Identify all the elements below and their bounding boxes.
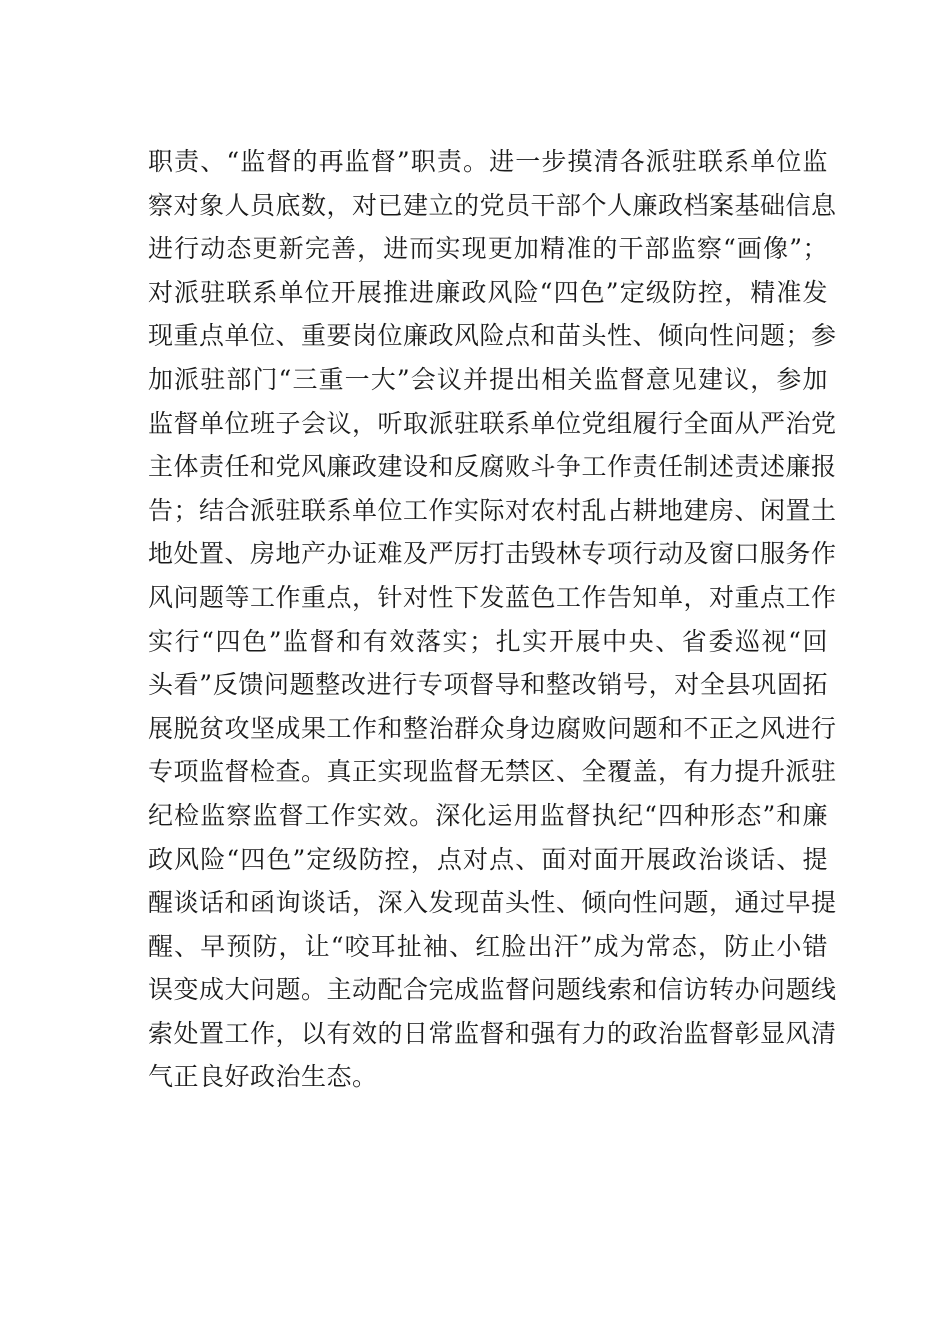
paragraph-line: 告；结合派驻联系单位工作实际对农村乱占耕地建房、闲置土 [148, 495, 837, 525]
paragraph-line: 专项监督检查。真正实现监督无禁区、全覆盖，有力提升派驻 [148, 757, 837, 787]
paragraph-line: 实行“四色”监督和有效落实；扎实开展中央、省委巡视“回 [148, 626, 828, 656]
paragraph-line: 展脱贫攻坚成果工作和整治群众身边腐败问题和不正之风进行 [148, 713, 837, 743]
paragraph-line: 政风险“四色”定级防控，点对点、面对面开展政治谈话、提 [148, 844, 828, 874]
paragraph-line: 察对象人员底数，对已建立的党员干部个人廉政档案基础信息 [148, 190, 837, 220]
paragraph-line: 头看”反馈问题整改进行专项督导和整改销号，对全县巩固拓 [148, 670, 828, 700]
paragraph-line: 职责、“监督的再监督”职责。进一步摸清各派驻联系单位监 [148, 147, 828, 176]
paragraph-line: 误变成大问题。主动配合完成监督问题线索和信访转办问题线 [148, 975, 837, 1005]
paragraph-line: 现重点单位、重要岗位廉政风险点和苗头性、倾向性问题；参 [148, 321, 837, 351]
paragraph-line: 对派驻联系单位开展推进廉政风险“四色”定级防控，精准发 [148, 277, 828, 307]
paragraph-line: 风问题等工作重点，针对性下发蓝色工作告知单，对重点工作 [148, 582, 837, 612]
paragraph-line: 醒、早预防，让“咬耳扯袖、红脸出汗”成为常态，防止小错 [148, 931, 828, 961]
paragraph-line: 气正良好政治生态。 [148, 1062, 378, 1092]
paragraph-line: 醒谈话和函询谈话，深入发现苗头性、倾向性问题，通过早提 [148, 888, 837, 918]
paragraph-line: 主体责任和党风廉政建设和反腐败斗争工作责任制述责述廉报 [148, 452, 837, 482]
paragraph-line: 索处置工作，以有效的日常监督和强有力的政治监督彰显风清 [148, 1018, 837, 1048]
paragraph-line: 地处置、房地产办证难及严厉打击毁林专项行动及窗口服务作 [148, 539, 837, 569]
body-paragraph [148, 140, 837, 1099]
paragraph-line: 加派驻部门“三重一大”会议并提出相关监督意见建议，参加 [148, 364, 828, 394]
paragraph-line: 纪检监察监督工作实效。深化运用监督执纪“四种形态”和廉 [148, 800, 828, 830]
paragraph-line: 进行动态更新完善，进而实现更加精准的干部监察“画像”； [148, 234, 828, 264]
paragraph-line: 监督单位班子会议，听取派驻联系单位党组履行全面从严治党 [148, 408, 837, 438]
